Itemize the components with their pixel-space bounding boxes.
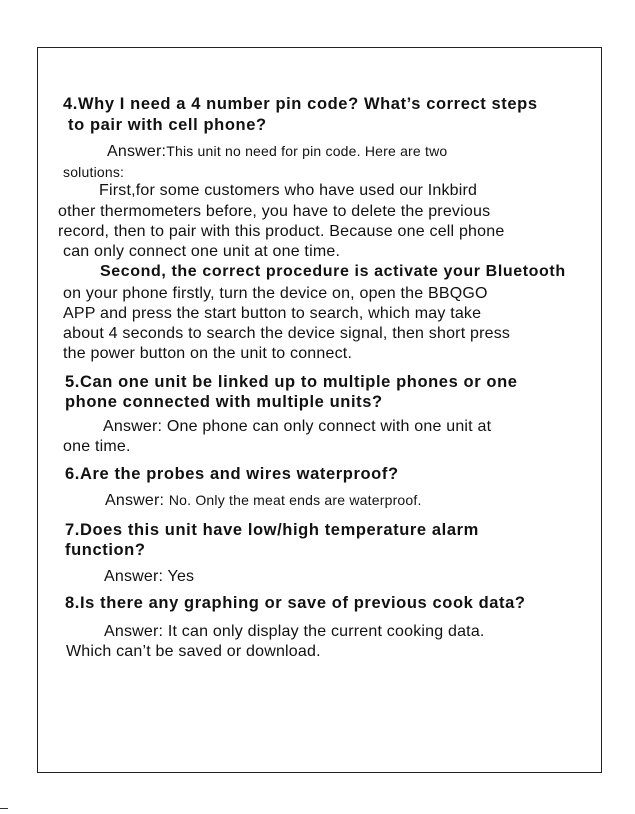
q6-answer-label: Answer: (105, 492, 165, 509)
q5-answer-line2: one time. (63, 438, 131, 455)
q5-answer-line1: Answer: One phone can only connect with one unit at (103, 418, 492, 435)
q6-answer-rest: No. Only the meat ends are waterproof. (168, 492, 422, 508)
q4-question-line1: 4.Why I need a 4 number pin code? What’s correct steps (63, 95, 538, 113)
q4-first-line3: record, then to pair with this product. Because one cell phone (58, 223, 505, 240)
crop-mark (0, 808, 8, 809)
q4-answer-line2: solutions: (63, 164, 125, 180)
q6-question: 6.Are the probes and wires waterproof? (65, 465, 399, 483)
q4-second-line1-rest: he correct procedure is activate your Bluetooth (177, 263, 566, 280)
q4-second-line2: on your phone firstly, turn the device on, open the BBQGO (63, 285, 488, 302)
q4-second-lead: Second, t (100, 263, 178, 280)
q5-question-line1: 5.Can one unit be linked up to multiple phones or one (65, 373, 518, 391)
q7-question-line2: function? (65, 541, 146, 559)
q4-first-line2: other thermometers before, you have to delete the previous (58, 203, 491, 220)
q5-question-line2: phone connected with multiple units? (65, 393, 383, 411)
q7-question-line1: 7.Does this unit have low/high temperature alarm (65, 521, 479, 539)
q7-answer: Answer: Yes (104, 568, 195, 585)
q4-answer-line1-rest: This unit no need for pin code. Here are two (166, 143, 448, 159)
q4-second-line1 (100, 262, 566, 282)
q4-first-line4: can only connect one unit at one time. (63, 243, 341, 260)
q4-first-line1: First,for some customers who have used our Inkbird (99, 182, 478, 199)
q4-answer-line1 (107, 141, 447, 162)
q4-second-line3: APP and press the start button to search, which may take (63, 305, 482, 322)
q6-answer (105, 490, 422, 511)
q4-second-line5: the power button on the unit to connect. (63, 345, 353, 362)
q8-answer-line2: Which can’t be saved or download. (66, 643, 321, 660)
q8-answer-line1: Answer: It can only display the current cooking data. (104, 623, 485, 640)
q4-second-line4: about 4 seconds to search the device signal, then short press (63, 325, 511, 342)
q8-question: 8.Is there any graphing or save of previous cook data? (65, 594, 526, 612)
q4-answer-label: Answer: (107, 143, 167, 160)
q4-question-line2: to pair with cell phone? (68, 116, 267, 134)
